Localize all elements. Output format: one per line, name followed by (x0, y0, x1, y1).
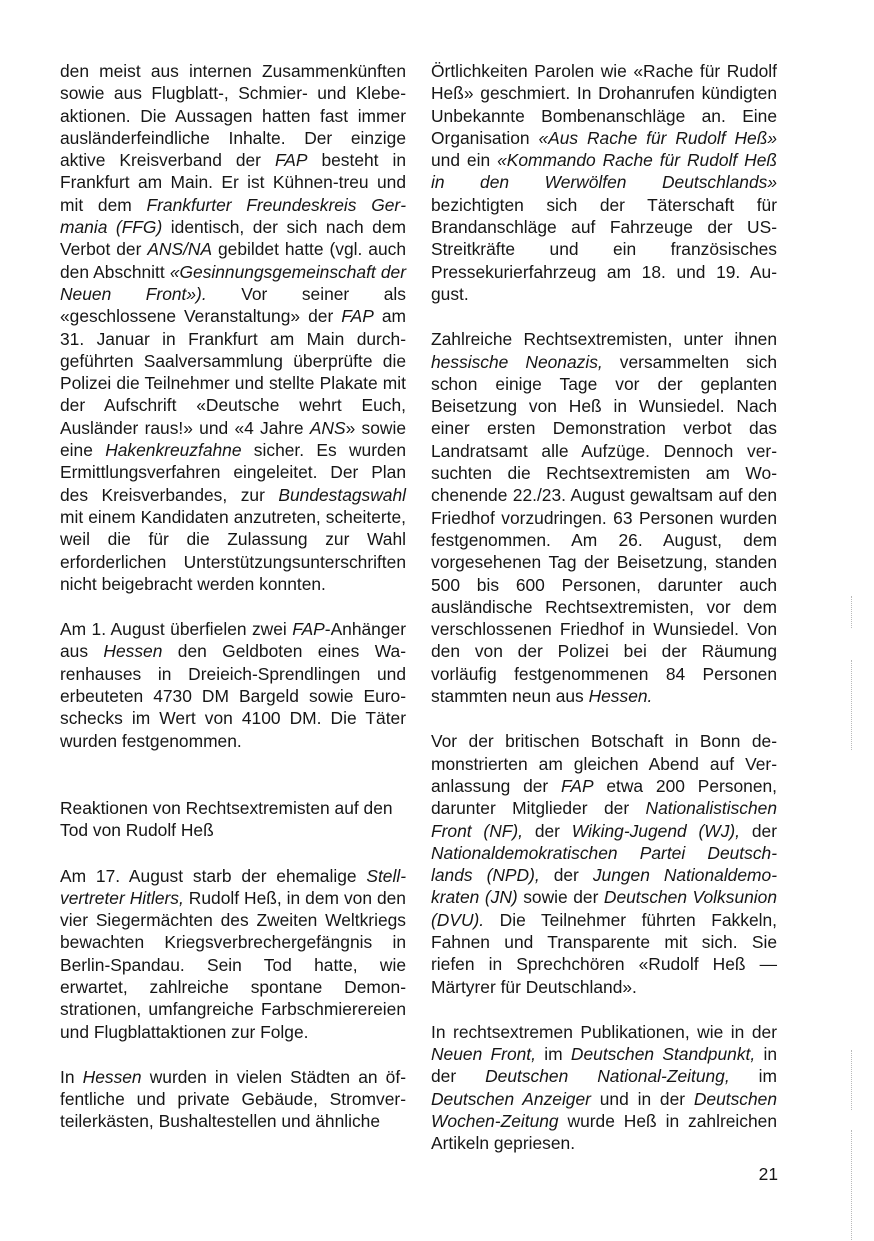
paragraph-wunsiedel (431, 328, 777, 707)
text-run: Örtlichkeiten Parolen wie «Rache für Rudolf Heß» geschmiert. In Drohanrufen kündigten Unbekannte Bombenanschläge an. Eine Organisation (431, 61, 777, 148)
text-run: Am 17. August starb der ehemalige (60, 865, 367, 886)
text-run: der (740, 820, 777, 841)
text-run: versammelten sich schon einige Tage vor der geplanten Beisetzung von Heß in Wunsiedel. Nach einer ersten Demonstration verbot das Landratsamt alle Aufzüge. Dennoch versuchten die Rechtsextremisten am Wochenende 22./23. August gewaltsam auf den Friedhof vorzudringen. 63 Personen wurden festgenommen. Am 26. August, dem vorgesehenen Tag der Beisetzung, standen 500 bis 600 Personen, darunter auch ausländische Rechtsextremisten, vor dem verschlossenen Friedhof in Wunsiedel. Von den von der Polizei bei der Räumung vorläufig festgenommenen 84 Personen stammten neun aus (431, 351, 777, 707)
paragraph-hessen-slogans (60, 1066, 406, 1133)
paragraph-raid-dreieich (60, 618, 406, 752)
text-run: wurde Heß in zahlreichen Artikeln gepriesen. (431, 1111, 777, 1154)
emphasized-text: Deutschen Volksunion (DVU). (431, 887, 777, 930)
emphasized-text: Wiking-Jugend (WJ), (571, 820, 741, 841)
emphasized-text: FAP (274, 150, 308, 171)
scan-edge-mark (851, 660, 852, 750)
emphasized-text: FAP (561, 775, 594, 796)
paragraph-death-of-hess (60, 865, 406, 1043)
text-run: In rechtsextremen Publikationen, wie in der (431, 1021, 777, 1042)
emphasized-text: Deutschen Anzeiger (431, 1088, 591, 1109)
text-run: gebildet hatte (vgl. auch den Abschnitt (60, 239, 406, 282)
text-run: mit einem Kandidaten anzutreten, scheiterte, weil die für die Zulassung zur Wahl erforderlichen Unterstützungsunterschriften nicht beigebracht werden konnten. (60, 506, 406, 594)
text-run: In (60, 1066, 83, 1087)
text-run: Rudolf Heß, in dem von den vier Siegermächten des Zweiten Weltkriegs bewachten Kriegsverbrechergefängnis in Berlin-Spandau. Sein Tod hatte, wie erwartet, zahlreiche spontane Demonstrationen, umfangreiche Farbschmierereien und Flugblattaktionen zur Folge. (60, 887, 406, 1042)
emphasized-text: Nationalistischen Front (NF), (431, 798, 777, 841)
text-run: den Geldboten eines Warenhauses in Dreieich-Sprendlingen und erbeuteten 4730 DM Bargeld sowie Euroschecks im Wert von 4100 DM. Die Täter wurden festgenommen. (60, 641, 406, 751)
paragraph-publications (431, 1021, 777, 1155)
text-run: der (539, 865, 593, 886)
text-run: Am 1. August überfielen zwei (60, 619, 293, 640)
text-run: im (535, 1044, 571, 1065)
paragraph-fap-frankfurt (60, 60, 406, 595)
text-run: am 31. Januar in Frankfurt am Main durchgeführten Saalversammlung überprüfte die Polizei die Teilnehmer und stellte Plakate mit der Aufschrift «Deutsche wehrt Euch, Ausländer raus!» und «4 Jahre (60, 306, 406, 438)
text-run: Zahlreiche Rechtsextremisten, unter ihnen (431, 329, 777, 350)
text-run: sicher. Es wurden Ermittlungsverfahren eingeleitet. Der Plan des Kreisverbandes, zur (60, 440, 406, 505)
text-run: identisch, der sich nach dem Verbot der (60, 217, 406, 260)
text-run: Die Teilnehmer führten Fakkeln, Fahnen und Transparente mit sich. Sie riefen in Sprechchören «Rudolf Heß — Märtyrer für Deutschland». (431, 909, 777, 997)
text-run: -Anhänger aus (60, 619, 406, 662)
text-run: den meist aus internen Zusammenkünften sowie aus Flugblatt-, Schmier- und Klebeaktionen. Die Aussagen hatten fast immer ausländerfeindliche Inhalte. Der einzige aktive Kreisverband der (60, 61, 406, 171)
emphasized-text: Deutschen Wochen-Zeitung (431, 1088, 778, 1132)
emphasized-text: «Gesinnungsgemeinschaft der Neuen Front»). (60, 261, 406, 304)
emphasized-text: «Aus Rache für Rudolf Heß» (538, 127, 777, 148)
emphasized-text: Deutschen Standpunkt, (570, 1044, 756, 1065)
left-column (60, 60, 406, 1156)
emphasized-text: Hessen. (588, 686, 653, 707)
emphasized-text: ANS/NA (147, 239, 213, 260)
scan-edge-mark (851, 596, 852, 628)
emphasized-text: Frankfurter Freundeskreis Germania (FFG) (60, 194, 406, 238)
emphasized-text: Deutschen National-Zeitung, (485, 1066, 730, 1087)
emphasized-text: Hessen (82, 1066, 142, 1087)
text-run: wurden in vielen Städten an öffentliche und private Gebäude, Stromverteilerkästen, Bushaltestellen und ähnliche (60, 1066, 406, 1132)
scan-edge-mark (851, 1130, 852, 1240)
section-heading: Reaktionen von Rechtsextremisten auf den Tod von Rudolf Heß (60, 797, 393, 841)
emphasized-text: Bundestagswahl (278, 484, 406, 505)
text-run: » sowie eine (60, 417, 406, 461)
emphasized-text: FAP (341, 306, 374, 327)
text-run: Vor seiner als «geschlossene Veranstaltung» der (60, 283, 406, 327)
emphasized-text: «Kommando Rache für Rudolf Heß in den Werwölfen Deutschlands» (431, 150, 778, 193)
emphasized-text: FAP (292, 619, 325, 640)
paragraph-bonn-demonstration (431, 730, 777, 998)
text-run: und ein (431, 150, 498, 171)
emphasized-text: Neuen Front, (431, 1044, 536, 1065)
text-run: Vor der britischen Botschaft in Bonn demonstrierten am gleichen Abend auf Veranlassung der (431, 731, 777, 796)
text-run: besteht in Frankfurt am Main. Er ist Kühnen-treu und mit dem (60, 150, 407, 215)
text-run: etwa 200 Personen, darunter Mitglieder der (431, 775, 777, 819)
paragraph-threats-attacks (431, 60, 777, 305)
scan-edge-mark (851, 1050, 852, 1110)
text-run: bezichtigten sich der Täterschaft für Brandanschläge auf Fahrzeuge der US-Streitkräfte und ein französisches Pressekurierfahrzeug am 18. und 19. August. (431, 194, 777, 304)
emphasized-text: hessische Neonazis, (431, 351, 603, 372)
emphasized-text: Jungen Nationaldemokraten (JN) (431, 865, 777, 908)
right-column (431, 60, 777, 1178)
emphasized-text: Nationaldemokratischen Partei Deutschlands (NPD), (431, 842, 777, 886)
emphasized-text: Stellvertreter Hitlers, (60, 865, 406, 908)
emphasized-text: ANS (309, 417, 346, 438)
emphasized-text: Hakenkreuzfahne (105, 440, 242, 461)
page-number: 21 (758, 1164, 778, 1184)
text-run: der (523, 820, 572, 841)
text-run: und in der (590, 1088, 694, 1109)
text-run: sowie der (517, 887, 604, 908)
text-run: in der (431, 1044, 778, 1087)
text-run: im (729, 1066, 778, 1087)
emphasized-text: Hessen (103, 641, 163, 662)
